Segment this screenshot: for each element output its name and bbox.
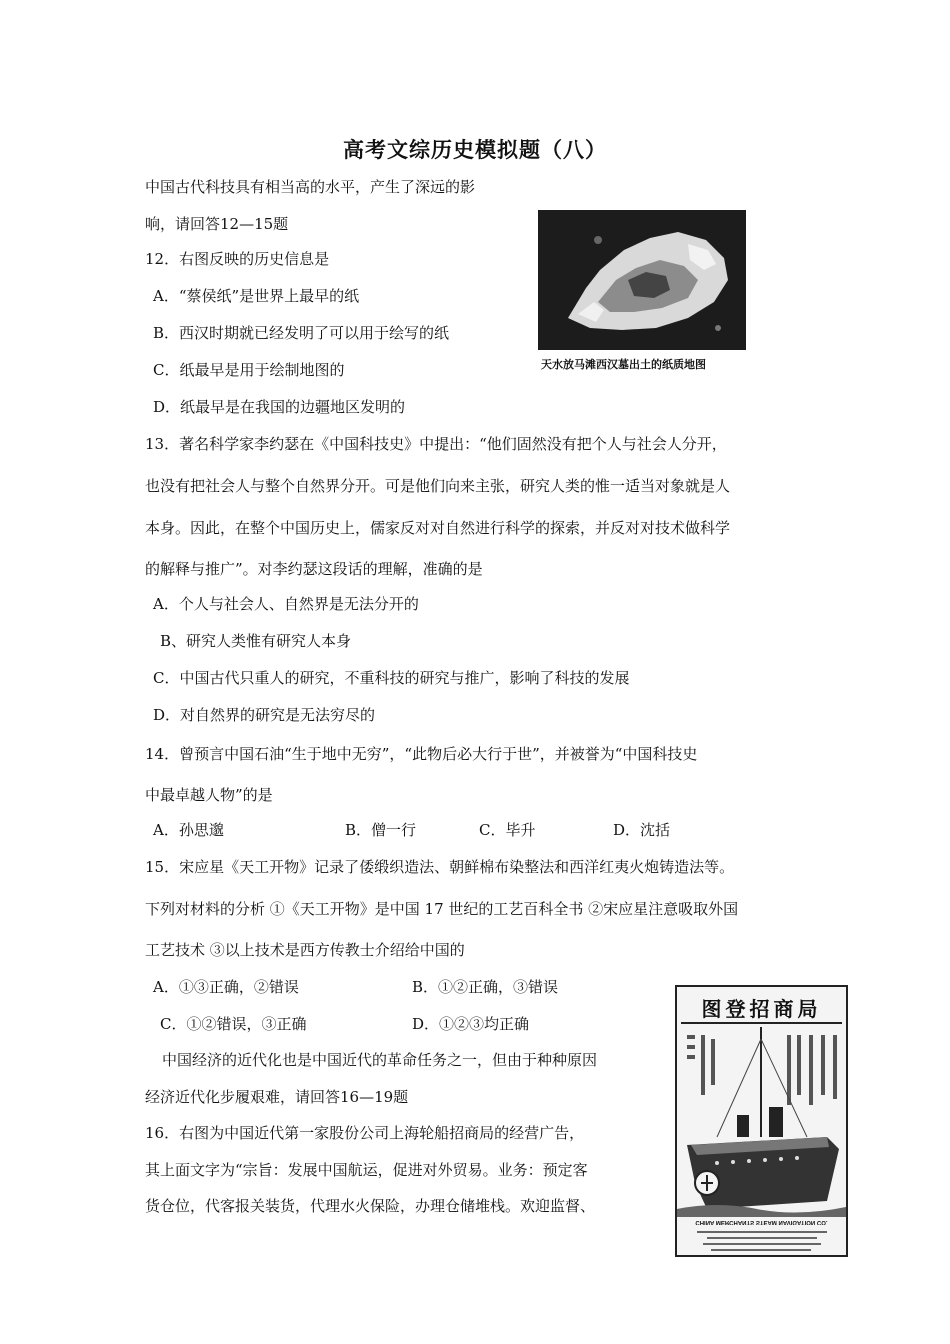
steamship-illustration: [677, 987, 846, 1255]
q14-option-a: A．孙思邈: [153, 821, 224, 839]
q14-option-d: D．沈括: [613, 821, 671, 839]
q13-stem-line: 13．著名科学家李约瑟在《中国科技史》中提出：“他们固然没有把个人与社会人分开，: [145, 435, 727, 453]
q13-option-c: C．中国古代只重人的研究，不重科技的研究与推广，影响了科技的发展: [153, 669, 630, 687]
q15-option-b: B．①②正确，③错误: [412, 978, 559, 996]
q16-stem-line: 其上面文字为“宗旨：发展中国航运，促进对外贸易。业务：预定客: [145, 1161, 588, 1179]
q15-stem-line: 15．宋应星《天工开物》记录了倭缎织造法、朝鲜棉布染整法和西洋红夷火炮铸造法等。: [145, 858, 735, 876]
q16-stem-line: 16．右图为中国近代第一家股份公司上海轮船招商局的经营广告，: [145, 1124, 585, 1142]
q12-option-a: A．“蔡侯纸”是世界上最早的纸: [153, 287, 360, 305]
q15-stem-line: 下列对材料的分析 ①《天工开物》是中国 17 世纪的工艺百科全书 ②宋应星注意吸取外国: [145, 900, 739, 918]
intro-text-line: 中国古代科技具有相当高的水平，产生了深远的影: [145, 178, 476, 196]
advertisement-heading: 局商招登图: [701, 997, 822, 1021]
q13-option-d: D．对自然界的研究是无法穷尽的: [153, 706, 376, 724]
q15-option-a: A．①③正确，②错误: [153, 978, 299, 996]
figure-caption: 天水放马滩西汉墓出土的纸质地图: [541, 358, 706, 371]
intro-text-line: 经济近代化步履艰难，请回答16—19题: [145, 1088, 409, 1106]
shipping-advertisement-image: [675, 985, 848, 1257]
q14-option-c: C．毕升: [479, 821, 536, 839]
page-title: 高考文综历史模拟题（八）: [343, 137, 607, 162]
q13-stem-line: 本身。因此，在整个中国历史上，儒家反对对自然进行科学的探索，并反对对技术做科学: [145, 519, 731, 537]
q13-option-a: A．个人与社会人、自然界是无法分开的: [153, 595, 419, 613]
q15-stem-line: 工艺技术 ③以上技术是西方传教士介绍给中国的: [145, 941, 465, 959]
q12-option-c: C．纸最早是用于绘制地图的: [153, 361, 345, 379]
q15-option-d: D．①②③均正确: [412, 1015, 530, 1033]
q15-option-c: C．①②错误，③正确: [160, 1015, 307, 1033]
q13-stem-line: 也没有把社会人与整个自然界分开。可是他们向来主张，研究人类的惟一适当对象就是人: [145, 477, 731, 495]
q14-stem-line: 14．曾预言中国石油“生于地中无穷”，“此物后必大行于世”，并被誉为“中国科技史: [145, 745, 698, 763]
q16-stem-line: 货仓位，代客报关装货，代理水火保险，办理仓储堆栈。欢迎监督、: [145, 1197, 596, 1215]
paper-map-image: [538, 210, 746, 350]
q12-stem: 12．右图反映的历史信息是: [145, 250, 330, 268]
intro-text-line: 中国经济的近代化也是中国近代的革命任务之一，但由于种种原因: [162, 1051, 598, 1069]
ship-company-name: CHINA MERCHANTS STEAM NAVIGATION CO.: [695, 1219, 828, 1225]
q13-option-b: B、研究人类惟有研究人本身: [160, 632, 352, 650]
q12-option-b: B．西汉时期就已经发明了可以用于绘写的纸: [153, 324, 450, 342]
q14-option-b: B．僧一行: [345, 821, 417, 839]
q14-stem-line: 中最卓越人物”的是: [145, 786, 273, 804]
intro-text-line: 响，请回答12—15题: [145, 215, 289, 233]
paper-map-photo: [538, 210, 746, 350]
q13-stem-line: 的解释与推广”。对李约瑟这段话的理解，准确的是: [145, 560, 483, 578]
q12-option-d: D．纸最早是在我国的边疆地区发明的: [153, 398, 406, 416]
